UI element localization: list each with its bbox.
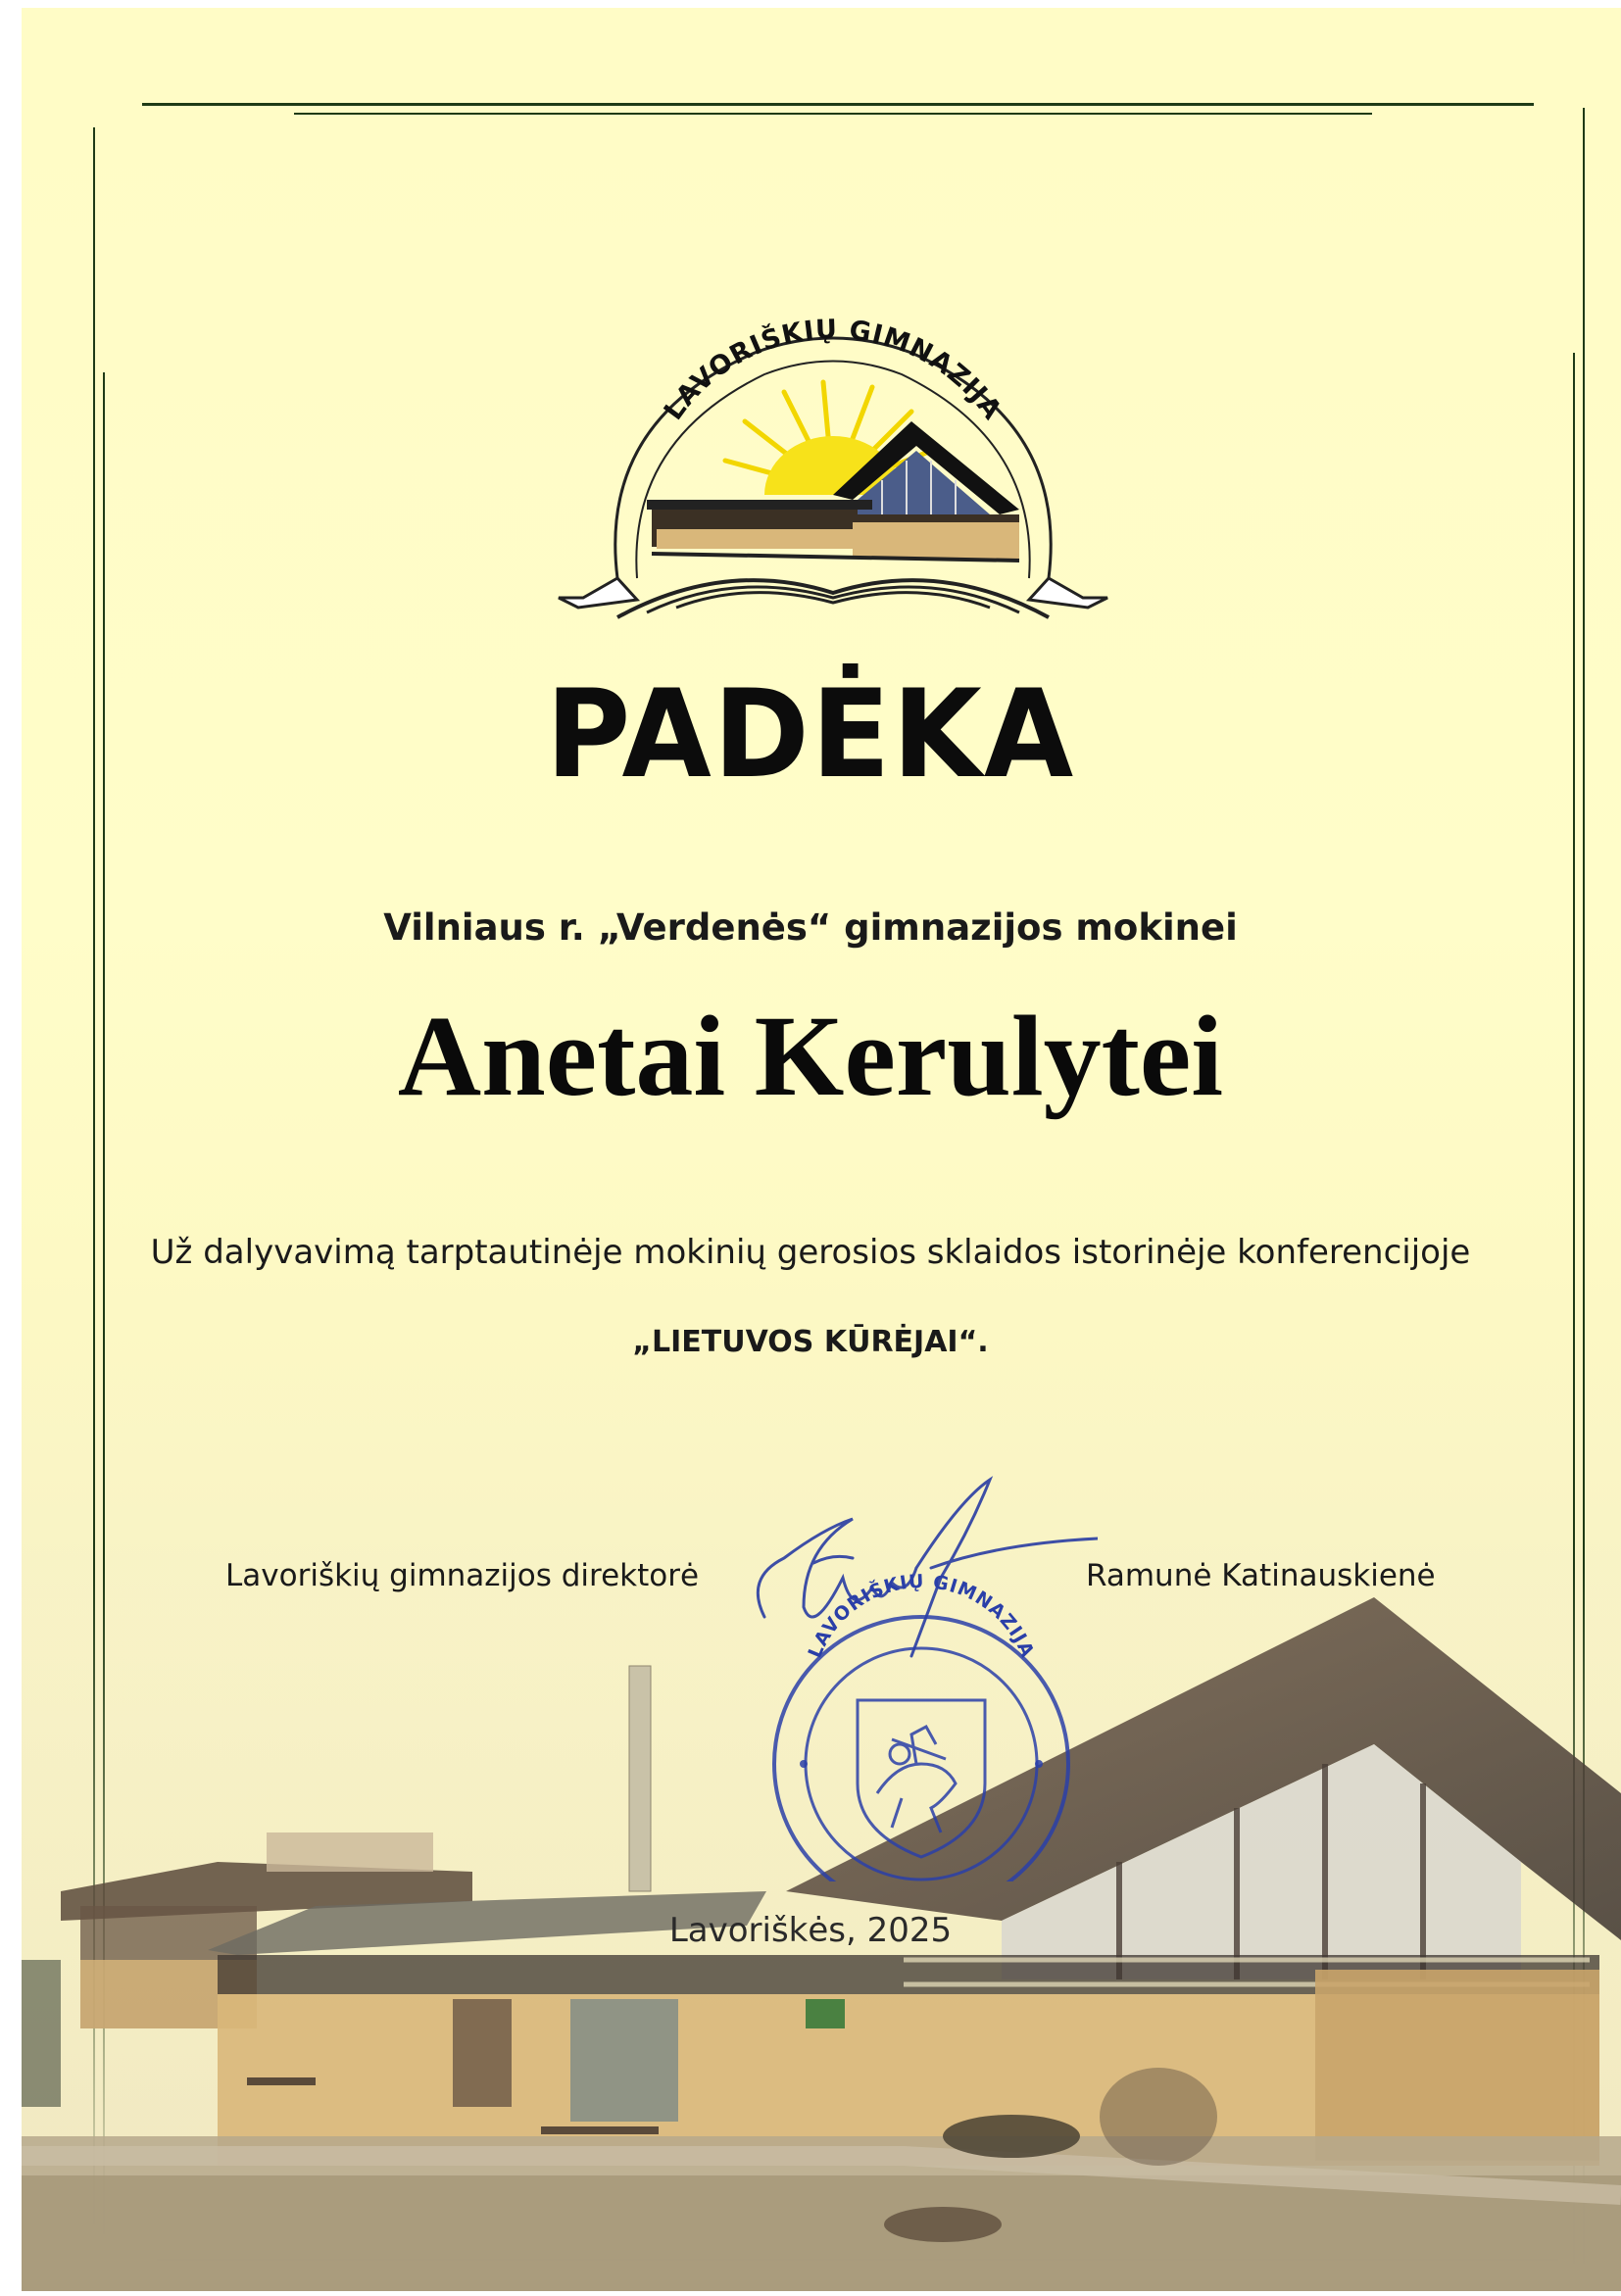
signatory-name: Ramunė Katinauskienė — [1086, 1558, 1436, 1593]
place-and-date: Lavoriškės, 2025 — [668, 1911, 953, 1950]
signatory-role: Lavoriškių gimnazijos direktorė — [225, 1558, 700, 1593]
school-logo-icon — [529, 314, 1137, 637]
top-border-outer — [142, 103, 1534, 106]
certificate-title: PADĖKA — [545, 662, 1076, 806]
handwritten-signature-icon — [758, 1480, 1098, 1656]
award-reason: Už dalyvavimą tarptautinėje mokinių gerosios sklaidos istorinėje konferencijoje — [150, 1233, 1471, 1272]
top-border-inner — [294, 113, 1372, 115]
recipient-school: Vilniaus r. „Verdenės“ gimnazijos mokinei — [383, 906, 1238, 949]
svg-text:LAVORIŠKIŲ GIMNAZIJA: LAVORIŠKIŲ GIMNAZIJA — [804, 1570, 1039, 1662]
recipient-name: Anetai Kerulytei — [397, 992, 1224, 1120]
event-name: „LIETUVOS KŪRĖJAI“. — [632, 1325, 989, 1359]
svg-text:LAVORIŠKIŲ GIMNAZIJA: LAVORIŠKIŲ GIMNAZIJA — [658, 314, 1008, 426]
official-seal-icon — [745, 1470, 1098, 1881]
